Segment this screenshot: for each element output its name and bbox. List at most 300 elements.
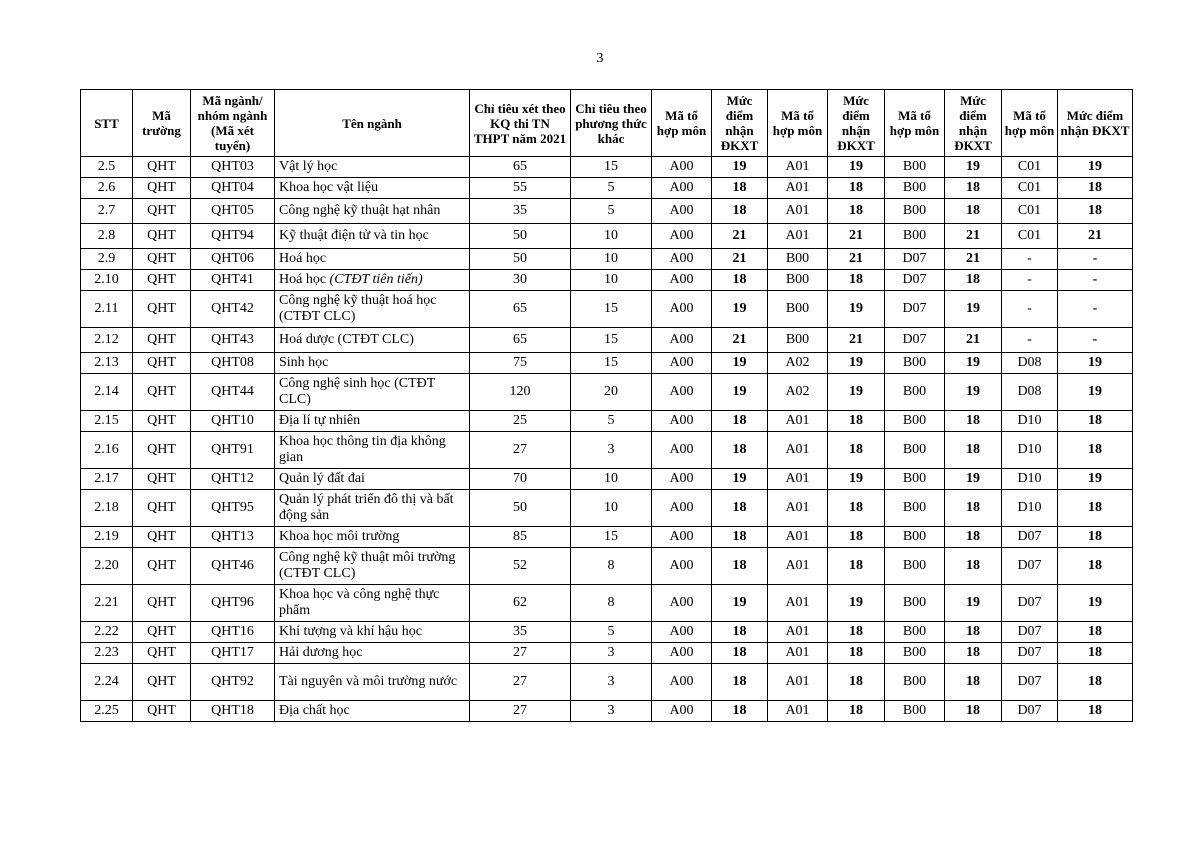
combo-4-cell: D07 [1002,622,1058,643]
table-row [81,585,1133,622]
score-2-cell: 19 [828,353,885,374]
table-row [81,328,1133,353]
score-1-cell: 18 [712,527,768,548]
admission-table [80,89,1133,722]
major-name-cell [275,353,470,374]
quota-exam-cell: 50 [470,249,571,270]
score-4-cell: 18 [1058,527,1133,548]
quota-other-cell: 5 [571,411,652,432]
combo-2-cell: A01 [768,157,828,178]
stt-cell: 2.20 [81,548,133,585]
combo-3-cell: B00 [885,178,945,199]
major-code-cell: QHT43 [191,328,275,353]
major-code-cell: QHT95 [191,490,275,527]
combo-4-cell: D10 [1002,469,1058,490]
combo-1-cell: A00 [652,270,712,291]
quota-other-cell: 10 [571,249,652,270]
header-quota-other: Chỉ tiêu theo phương thức khác [571,90,652,157]
major-name-text: Hoá dược (CTĐT CLC) [279,332,414,347]
major-name-cell [275,411,470,432]
major-name-text: Địa chất học [279,703,350,718]
major-name-text: Quản lý phát triển đô thị và bất động sản [279,492,454,523]
score-3-cell: 19 [945,585,1002,622]
score-2-cell: 21 [828,224,885,249]
major-name-cell [275,622,470,643]
header-row [81,90,1133,157]
score-3-cell: 18 [945,548,1002,585]
score-2-cell: 18 [828,178,885,199]
score-2-cell: 18 [828,701,885,722]
major-name-cell [275,178,470,199]
score-3-cell: 18 [945,199,1002,224]
combo-2-cell: A01 [768,548,828,585]
school-code-cell: QHT [133,157,191,178]
combo-1-cell: A00 [652,178,712,199]
combo-1-cell: A00 [652,291,712,328]
table-row [81,548,1133,585]
major-name-text: Công nghệ kỹ thuật hạt nhân [279,203,441,218]
quota-other-cell: 10 [571,270,652,291]
quota-other-cell: 3 [571,701,652,722]
major-name-text: Công nghệ kỹ thuật hoá học (CTĐT CLC) [279,293,437,324]
combo-2-cell: A01 [768,490,828,527]
combo-2-cell: A01 [768,585,828,622]
score-2-cell: 19 [828,157,885,178]
combo-4-cell: - [1002,291,1058,328]
score-2-cell: 18 [828,199,885,224]
school-code-cell: QHT [133,249,191,270]
score-3-cell: 21 [945,328,1002,353]
stt-cell: 2.11 [81,291,133,328]
table-row [81,374,1133,411]
combo-4-cell: - [1002,249,1058,270]
combo-3-cell: D07 [885,328,945,353]
quota-exam-cell: 70 [470,469,571,490]
combo-4-cell: D10 [1002,490,1058,527]
combo-1-cell: A00 [652,374,712,411]
school-code-cell: QHT [133,270,191,291]
combo-2-cell: A01 [768,527,828,548]
major-name-cell [275,270,470,291]
quota-exam-cell: 85 [470,527,571,548]
combo-4-cell: D08 [1002,353,1058,374]
combo-2-cell: A01 [768,224,828,249]
major-code-cell: QHT44 [191,374,275,411]
score-1-cell: 19 [712,291,768,328]
school-code-cell: QHT [133,328,191,353]
school-code-cell: QHT [133,199,191,224]
school-code-cell: QHT [133,490,191,527]
table-row [81,157,1133,178]
major-name-text: Tài nguyên và môi trường nước [279,674,458,689]
combo-3-cell: B00 [885,643,945,664]
major-name-text: Khí tượng và khí hậu học [279,624,422,639]
major-name-cell [275,490,470,527]
score-1-cell: 19 [712,353,768,374]
major-name-cell [275,224,470,249]
combo-1-cell: A00 [652,548,712,585]
score-4-cell: 19 [1058,469,1133,490]
combo-3-cell: B00 [885,411,945,432]
header-combo-1: Mã tổ hợp môn [652,90,712,157]
quota-exam-cell: 120 [470,374,571,411]
combo-3-cell: B00 [885,490,945,527]
combo-2-cell: B00 [768,328,828,353]
stt-cell: 2.17 [81,469,133,490]
score-1-cell: 18 [712,664,768,701]
quota-exam-cell: 27 [470,701,571,722]
score-1-cell: 18 [712,490,768,527]
score-4-cell: 18 [1058,199,1133,224]
combo-3-cell: D07 [885,249,945,270]
major-name-cell [275,374,470,411]
score-1-cell: 21 [712,249,768,270]
major-name-cell [275,548,470,585]
stt-cell: 2.25 [81,701,133,722]
combo-3-cell: B00 [885,199,945,224]
major-name-text: Vật lý học [279,159,338,174]
score-3-cell: 18 [945,701,1002,722]
major-code-cell: QHT05 [191,199,275,224]
score-2-cell: 18 [828,643,885,664]
table-row [81,643,1133,664]
score-4-cell: 18 [1058,411,1133,432]
score-1-cell: 18 [712,270,768,291]
table-row [81,224,1133,249]
combo-1-cell: A00 [652,643,712,664]
combo-4-cell: D08 [1002,374,1058,411]
header-score-1: Mức điểm nhận ĐKXT [712,90,768,157]
quota-exam-cell: 65 [470,157,571,178]
score-4-cell: 21 [1058,224,1133,249]
stt-cell: 2.5 [81,157,133,178]
score-3-cell: 18 [945,411,1002,432]
score-3-cell: 18 [945,643,1002,664]
combo-1-cell: A00 [652,622,712,643]
table-row [81,178,1133,199]
combo-3-cell: B00 [885,548,945,585]
major-name-cell [275,199,470,224]
table-row [81,291,1133,328]
quota-other-cell: 20 [571,374,652,411]
score-3-cell: 18 [945,432,1002,469]
combo-2-cell: A01 [768,178,828,199]
major-name-text: Hoá học [279,272,330,287]
score-4-cell: 18 [1058,432,1133,469]
stt-cell: 2.22 [81,622,133,643]
major-code-cell: QHT04 [191,178,275,199]
table-row [81,432,1133,469]
score-3-cell: 19 [945,469,1002,490]
major-name-text: Khoa học vật liệu [279,180,379,195]
score-1-cell: 18 [712,643,768,664]
quota-other-cell: 15 [571,157,652,178]
quota-other-cell: 15 [571,328,652,353]
table-row [81,622,1133,643]
score-3-cell: 19 [945,353,1002,374]
combo-3-cell: D07 [885,270,945,291]
major-code-cell: QHT16 [191,622,275,643]
quota-exam-cell: 35 [470,622,571,643]
quota-other-cell: 8 [571,585,652,622]
major-code-cell: QHT46 [191,548,275,585]
quota-other-cell: 3 [571,664,652,701]
score-2-cell: 21 [828,328,885,353]
major-name-cell [275,469,470,490]
stt-cell: 2.14 [81,374,133,411]
stt-cell: 2.15 [81,411,133,432]
score-2-cell: 21 [828,249,885,270]
score-3-cell: 21 [945,249,1002,270]
quota-exam-cell: 27 [470,664,571,701]
major-name-cell [275,585,470,622]
combo-3-cell: B00 [885,585,945,622]
quota-other-cell: 15 [571,291,652,328]
score-4-cell: - [1058,270,1133,291]
header-score-3: Mức điểm nhận ĐKXT [945,90,1002,157]
major-code-cell: QHT08 [191,353,275,374]
score-4-cell: 18 [1058,664,1133,701]
major-code-cell: QHT41 [191,270,275,291]
major-code-cell: QHT03 [191,157,275,178]
major-name-cell [275,432,470,469]
school-code-cell: QHT [133,374,191,411]
stt-cell: 2.18 [81,490,133,527]
major-code-cell: QHT96 [191,585,275,622]
score-3-cell: 19 [945,374,1002,411]
combo-1-cell: A00 [652,664,712,701]
combo-3-cell: B00 [885,157,945,178]
combo-1-cell: A00 [652,249,712,270]
score-3-cell: 18 [945,664,1002,701]
score-4-cell: 19 [1058,353,1133,374]
school-code-cell: QHT [133,178,191,199]
quota-other-cell: 3 [571,432,652,469]
header-combo-2: Mã tổ hợp môn [768,90,828,157]
combo-1-cell: A00 [652,469,712,490]
quota-exam-cell: 62 [470,585,571,622]
header-stt: STT [81,90,133,157]
combo-2-cell: A01 [768,622,828,643]
quota-exam-cell: 50 [470,224,571,249]
combo-3-cell: B00 [885,224,945,249]
combo-2-cell: A01 [768,664,828,701]
combo-4-cell: C01 [1002,157,1058,178]
combo-4-cell: D10 [1002,432,1058,469]
combo-2-cell: A02 [768,353,828,374]
score-1-cell: 21 [712,328,768,353]
major-code-cell: QHT94 [191,224,275,249]
major-code-cell: QHT92 [191,664,275,701]
score-3-cell: 18 [945,490,1002,527]
quota-other-cell: 3 [571,643,652,664]
major-name-text: Khoa học môi trường [279,529,400,544]
quota-exam-cell: 55 [470,178,571,199]
stt-cell: 2.9 [81,249,133,270]
score-1-cell: 21 [712,224,768,249]
score-4-cell: 18 [1058,490,1133,527]
page-number: 3 [596,51,604,66]
score-1-cell: 18 [712,411,768,432]
stt-cell: 2.8 [81,224,133,249]
combo-2-cell: A02 [768,374,828,411]
combo-3-cell: B00 [885,701,945,722]
combo-1-cell: A00 [652,490,712,527]
school-code-cell: QHT [133,664,191,701]
score-3-cell: 19 [945,157,1002,178]
quota-other-cell: 5 [571,178,652,199]
major-name-cell [275,291,470,328]
quota-other-cell: 10 [571,224,652,249]
score-4-cell: 18 [1058,643,1133,664]
major-name-text: Địa lí tự nhiên [279,413,361,428]
major-name-cell [275,701,470,722]
combo-1-cell: A00 [652,585,712,622]
school-code-cell: QHT [133,291,191,328]
major-name-text: Quản lý đất đai [279,471,365,486]
combo-4-cell: C01 [1002,224,1058,249]
combo-2-cell: A01 [768,701,828,722]
table-row [81,249,1133,270]
major-code-cell: QHT18 [191,701,275,722]
header-quota-exam: Chỉ tiêu xét theo KQ thi TN THPT năm 2021 [470,90,571,157]
score-2-cell: 19 [828,374,885,411]
school-code-cell: QHT [133,548,191,585]
quota-exam-cell: 25 [470,411,571,432]
school-code-cell: QHT [133,643,191,664]
major-code-cell: QHT91 [191,432,275,469]
major-code-cell: QHT12 [191,469,275,490]
school-code-cell: QHT [133,411,191,432]
header-combo-4: Mã tổ hợp môn [1002,90,1058,157]
score-3-cell: 18 [945,622,1002,643]
stt-cell: 2.23 [81,643,133,664]
quota-exam-cell: 50 [470,490,571,527]
score-3-cell: 21 [945,224,1002,249]
quota-exam-cell: 30 [470,270,571,291]
major-name-cell [275,527,470,548]
combo-2-cell: A01 [768,643,828,664]
score-1-cell: 18 [712,432,768,469]
major-code-cell: QHT10 [191,411,275,432]
table-body [81,157,1133,722]
score-1-cell: 18 [712,548,768,585]
combo-4-cell: D07 [1002,701,1058,722]
score-2-cell: 19 [828,469,885,490]
combo-3-cell: B00 [885,432,945,469]
stt-cell: 2.21 [81,585,133,622]
quota-other-cell: 10 [571,469,652,490]
quota-other-cell: 8 [571,548,652,585]
combo-2-cell: A01 [768,199,828,224]
major-code-cell: QHT06 [191,249,275,270]
score-4-cell: 19 [1058,157,1133,178]
stt-cell: 2.6 [81,178,133,199]
score-2-cell: 18 [828,490,885,527]
stt-cell: 2.16 [81,432,133,469]
score-4-cell: 18 [1058,178,1133,199]
combo-1-cell: A00 [652,199,712,224]
table-row [81,270,1133,291]
combo-3-cell: B00 [885,527,945,548]
combo-1-cell: A00 [652,157,712,178]
major-name-cell [275,664,470,701]
score-1-cell: 19 [712,469,768,490]
quota-other-cell: 5 [571,622,652,643]
score-2-cell: 19 [828,585,885,622]
quota-other-cell: 15 [571,353,652,374]
stt-cell: 2.13 [81,353,133,374]
score-3-cell: 18 [945,527,1002,548]
quota-exam-cell: 65 [470,328,571,353]
quota-other-cell: 15 [571,527,652,548]
combo-2-cell: A01 [768,432,828,469]
quota-other-cell: 10 [571,490,652,527]
score-1-cell: 18 [712,701,768,722]
combo-1-cell: A00 [652,353,712,374]
score-1-cell: 19 [712,585,768,622]
stt-cell: 2.24 [81,664,133,701]
score-2-cell: 18 [828,527,885,548]
major-code-cell: QHT13 [191,527,275,548]
school-code-cell: QHT [133,353,191,374]
major-name-note: (CTĐT tiên tiến) [329,272,423,287]
score-3-cell: 18 [945,270,1002,291]
header-combo-3: Mã tổ hợp môn [885,90,945,157]
score-1-cell: 18 [712,622,768,643]
combo-2-cell: B00 [768,249,828,270]
school-code-cell: QHT [133,585,191,622]
header-score-2: Mức điểm nhận ĐKXT [828,90,885,157]
combo-4-cell: D10 [1002,411,1058,432]
score-4-cell: 19 [1058,374,1133,411]
stt-cell: 2.7 [81,199,133,224]
combo-1-cell: A00 [652,328,712,353]
stt-cell: 2.19 [81,527,133,548]
score-2-cell: 18 [828,411,885,432]
header-score-4: Mức điểm nhận ĐKXT [1058,90,1133,157]
table-row [81,199,1133,224]
score-3-cell: 18 [945,178,1002,199]
score-2-cell: 19 [828,291,885,328]
combo-2-cell: A01 [768,411,828,432]
combo-4-cell: D07 [1002,585,1058,622]
major-code-cell: QHT17 [191,643,275,664]
score-2-cell: 18 [828,432,885,469]
score-4-cell: 18 [1058,548,1133,585]
score-4-cell: 19 [1058,585,1133,622]
quota-exam-cell: 35 [470,199,571,224]
major-name-text: Khoa học và công nghệ thực phẩm [279,587,440,618]
school-code-cell: QHT [133,224,191,249]
major-name-cell [275,328,470,353]
combo-4-cell: - [1002,270,1058,291]
quota-exam-cell: 65 [470,291,571,328]
major-name-text: Sinh học [279,355,329,370]
score-3-cell: 19 [945,291,1002,328]
table-row [81,411,1133,432]
quota-exam-cell: 52 [470,548,571,585]
combo-3-cell: B00 [885,353,945,374]
table-row [81,701,1133,722]
score-4-cell: - [1058,249,1133,270]
stt-cell: 2.10 [81,270,133,291]
header-major-code: Mã ngành/ nhóm ngành (Mã xét tuyển) [191,90,275,157]
major-name-text: Công nghệ sinh học (CTĐT CLC) [279,376,436,407]
score-4-cell: - [1058,291,1133,328]
combo-2-cell: B00 [768,291,828,328]
score-2-cell: 18 [828,622,885,643]
